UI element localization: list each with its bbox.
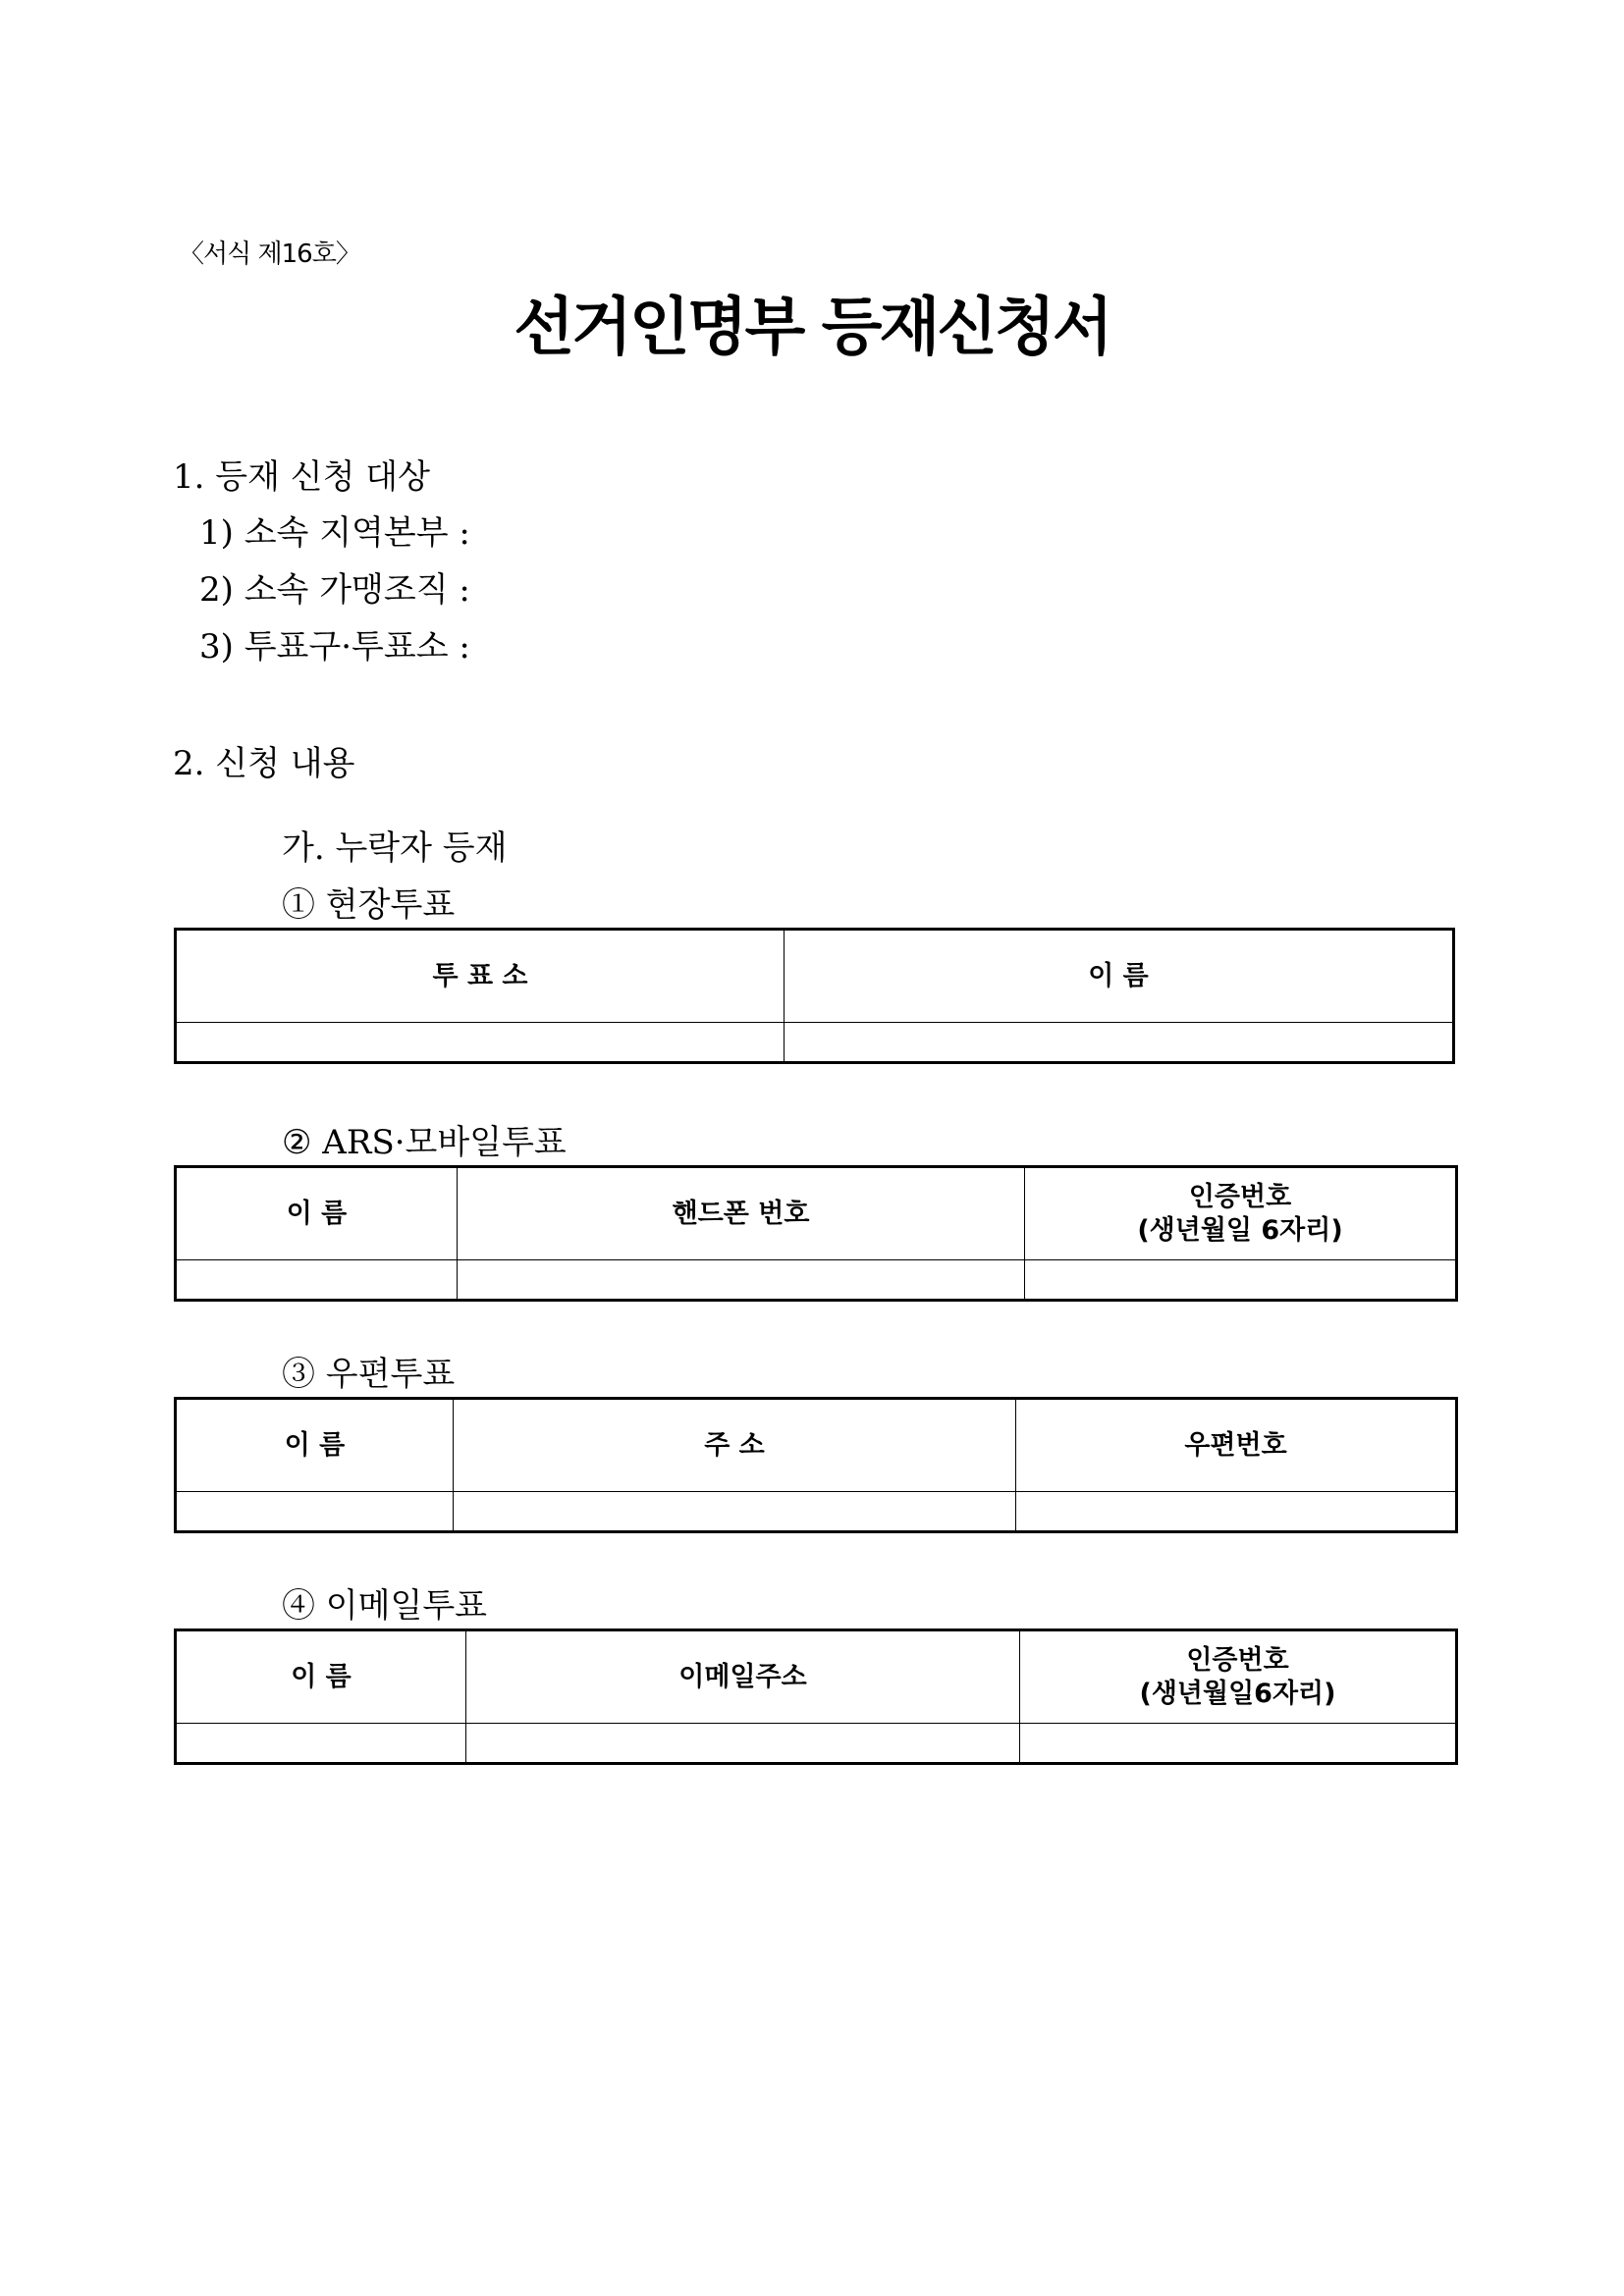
table-cell[interactable] (454, 1492, 1016, 1532)
table-cell[interactable] (176, 1023, 785, 1063)
table-cell[interactable] (176, 1724, 466, 1764)
column-header: 주 소 (454, 1399, 1016, 1492)
table-caption-email: ④ 이메일투표 (282, 1586, 488, 1626)
table-cell[interactable] (1016, 1492, 1457, 1532)
table-cell[interactable] (176, 1492, 454, 1532)
table-caption-postal: ③ 우편투표 (282, 1355, 456, 1394)
table-cell[interactable] (1020, 1724, 1457, 1764)
table-cell[interactable] (1025, 1260, 1457, 1301)
form-number: 〈서식 제16호〉 (179, 240, 360, 269)
section1-heading: 1. 등재 신청 대상 (173, 457, 430, 497)
table-caption-ars-mobile: ② ARS·모바일투표 (282, 1123, 567, 1162)
section1-item-region: 1) 소속 지역본부 : (199, 513, 470, 553)
section1-item-organization: 2) 소속 가맹조직 : (199, 570, 470, 610)
column-header: 우편번호 (1016, 1399, 1457, 1492)
table-cell[interactable] (458, 1260, 1025, 1301)
section2-subheading: 가. 누락자 등재 (282, 828, 508, 868)
column-header: 이 름 (785, 930, 1454, 1023)
table-cell[interactable] (466, 1724, 1020, 1764)
postal-vote-table (174, 1397, 1458, 1533)
column-header: 이 름 (176, 1399, 454, 1492)
document-title: 선거인명부 등재신청서 (514, 292, 1110, 364)
column-header: 이 름 (176, 1167, 458, 1260)
column-header: 인증번호 (생년월일 6자리) (1025, 1167, 1457, 1260)
onsite-vote-table (174, 928, 1455, 1064)
column-header: 이메일주소 (466, 1630, 1020, 1724)
column-header: 투 표 소 (176, 930, 785, 1023)
table-cell[interactable] (176, 1260, 458, 1301)
section2-heading: 2. 신청 내용 (173, 744, 355, 783)
email-vote-table (174, 1629, 1458, 1765)
column-header: 이 름 (176, 1630, 466, 1724)
table-cell[interactable] (785, 1023, 1454, 1063)
column-header: 핸드폰 번호 (458, 1167, 1025, 1260)
section1-item-polling-place: 3) 투표구·투표소 : (199, 627, 470, 667)
ars-mobile-vote-table (174, 1165, 1458, 1302)
column-header: 인증번호 (생년월일6자리) (1020, 1630, 1457, 1724)
table-caption-onsite: ① 현장투표 (282, 885, 456, 925)
